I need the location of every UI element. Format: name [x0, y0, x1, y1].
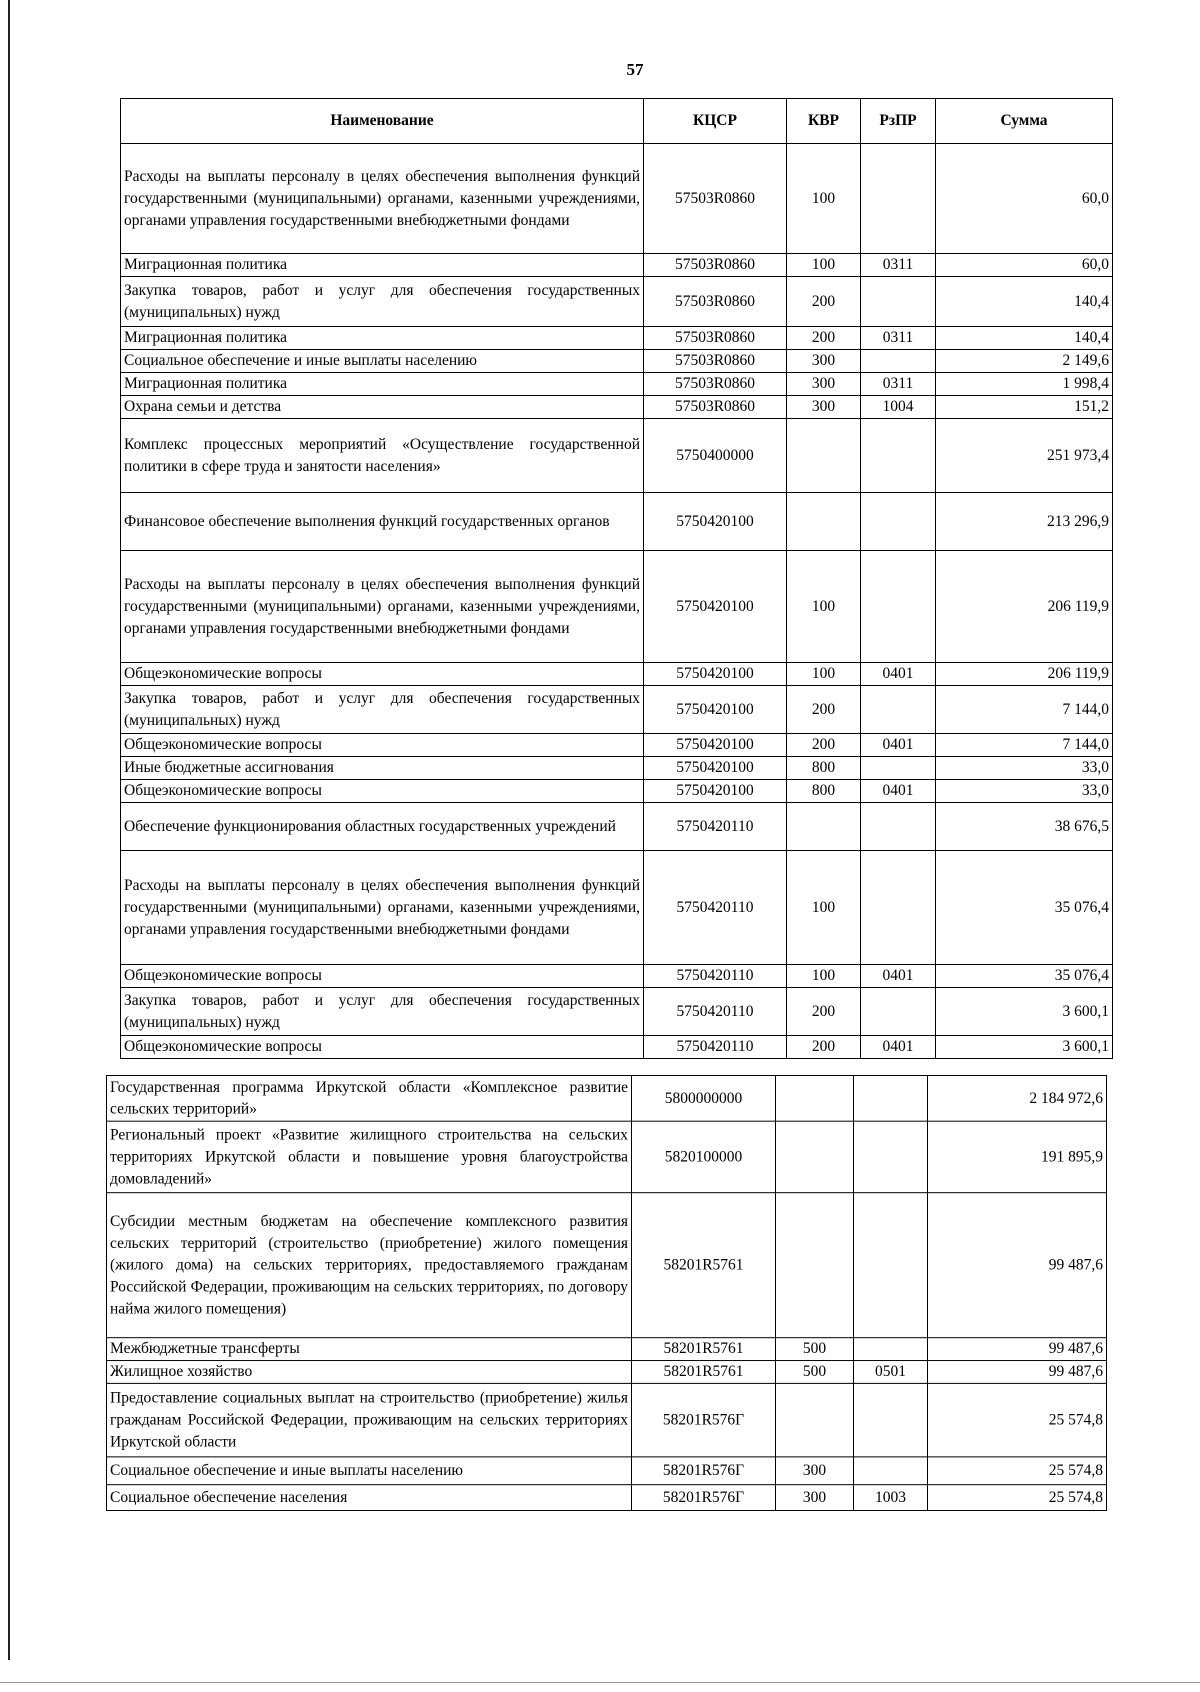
row-name: Общеэкономические вопросы	[121, 780, 644, 803]
row-kvr: 800	[787, 757, 861, 780]
row-kcsr: 5750420110	[644, 965, 787, 988]
row-rzpr	[861, 350, 936, 373]
table-row	[121, 757, 1113, 780]
table-row	[121, 1036, 1113, 1059]
row-kvr: 300	[787, 350, 861, 373]
table-row	[121, 396, 1113, 419]
table-row	[121, 988, 1113, 1036]
table-row	[121, 803, 1113, 851]
row-name: Расходы на выплаты персоналу в целях обеспечения выполнения функций государственными (муниципальными) органами, казенными учреждениями, органами управления государственными внебюджетными фондами	[121, 551, 644, 663]
row-kcsr: 57503R0860	[644, 277, 787, 327]
row-rzpr	[854, 1338, 928, 1361]
row-name: Общеэкономические вопросы	[121, 965, 644, 988]
row-name: Предоставление социальных выплат на строительство (приобретение) жилья гражданам Российской Федерации, проживающим на сельских территориях Иркутской области	[107, 1383, 632, 1456]
row-sum: 140,4	[936, 277, 1113, 327]
row-name: Социальное обеспечение и иные выплаты населению	[107, 1457, 632, 1485]
row-kvr	[787, 419, 861, 493]
row-rzpr	[861, 144, 936, 254]
row-kvr	[787, 493, 861, 551]
table-header-row	[121, 99, 1113, 144]
row-kcsr: 5750400000	[644, 419, 787, 493]
row-rzpr: 0401	[861, 965, 936, 988]
row-rzpr	[861, 493, 936, 551]
row-name: Охрана семьи и детства	[121, 396, 644, 419]
row-sum: 25 574,8	[928, 1383, 1107, 1456]
row-name: Миграционная политика	[121, 254, 644, 277]
table-row	[121, 327, 1113, 350]
row-kvr: 200	[787, 277, 861, 327]
scan-left-edge	[8, 0, 10, 1660]
row-kcsr: 5750420100	[644, 686, 787, 734]
row-kvr: 100	[787, 144, 861, 254]
row-rzpr	[854, 1457, 928, 1485]
row-sum: 60,0	[936, 254, 1113, 277]
row-kcsr: 58201R576Г	[632, 1457, 776, 1485]
row-sum: 33,0	[936, 780, 1113, 803]
row-sum: 7 144,0	[936, 734, 1113, 757]
row-rzpr: 1004	[861, 396, 936, 419]
row-kcsr: 5750420100	[644, 734, 787, 757]
row-kcsr: 57503R0860	[644, 144, 787, 254]
row-rzpr	[854, 1383, 928, 1456]
row-rzpr	[861, 277, 936, 327]
header-sum: Сумма	[936, 99, 1113, 144]
table-row	[121, 851, 1113, 965]
row-sum: 60,0	[936, 144, 1113, 254]
row-sum: 2 184 972,6	[928, 1075, 1107, 1121]
header-kcsr: КЦСР	[644, 99, 787, 144]
row-sum: 251 973,4	[936, 419, 1113, 493]
row-kvr: 100	[787, 254, 861, 277]
row-kcsr: 58201R5761	[632, 1361, 776, 1384]
row-kvr: 100	[787, 851, 861, 965]
row-sum: 99 487,6	[928, 1361, 1107, 1384]
row-name: Комплекс процессных мероприятий «Осуществление государственной политики в сфере труда и занятости населения»	[121, 419, 644, 493]
row-sum: 206 119,9	[936, 663, 1113, 686]
row-rzpr: 0401	[861, 1036, 936, 1059]
header-rzpr: РзПР	[861, 99, 936, 144]
budget-table-lower	[106, 1075, 1107, 1511]
row-kcsr: 58201R5761	[632, 1338, 776, 1361]
row-rzpr	[854, 1193, 928, 1338]
row-rzpr	[861, 551, 936, 663]
row-name: Межбюджетные трансферты	[107, 1338, 632, 1361]
table-row	[121, 277, 1113, 327]
row-rzpr	[861, 803, 936, 851]
row-name: Общеэкономические вопросы	[121, 734, 644, 757]
row-rzpr	[861, 686, 936, 734]
row-kcsr: 5750420110	[644, 1036, 787, 1059]
row-name: Финансовое обеспечение выполнения функций государственных органов	[121, 493, 644, 551]
row-sum: 2 149,6	[936, 350, 1113, 373]
row-name: Социальное обеспечение населения	[107, 1485, 632, 1511]
row-kcsr: 57503R0860	[644, 350, 787, 373]
row-kcsr: 5750420100	[644, 551, 787, 663]
table-row	[107, 1121, 1107, 1193]
table-row	[121, 965, 1113, 988]
row-kvr: 300	[787, 373, 861, 396]
row-kcsr: 5750420100	[644, 663, 787, 686]
row-rzpr: 0311	[861, 373, 936, 396]
scan-bottom-edge	[0, 1682, 1200, 1683]
row-kcsr: 58201R576Г	[632, 1383, 776, 1456]
row-name: Закупка товаров, работ и услуг для обеспечения государственных (муниципальных) нужд	[121, 988, 644, 1036]
table-row	[107, 1338, 1107, 1361]
row-kvr: 100	[787, 551, 861, 663]
row-rzpr: 0501	[854, 1361, 928, 1384]
row-name: Расходы на выплаты персоналу в целях обеспечения выполнения функций государственными (муниципальными) органами, казенными учреждениями, органами управления государственными внебюджетными фондами	[121, 144, 644, 254]
table-row	[121, 419, 1113, 493]
table-row	[121, 493, 1113, 551]
row-rzpr: 0401	[861, 780, 936, 803]
row-sum: 1 998,4	[936, 373, 1113, 396]
row-kcsr: 57503R0860	[644, 327, 787, 350]
row-kcsr: 5750420110	[644, 988, 787, 1036]
table-row	[121, 254, 1113, 277]
row-name: Закупка товаров, работ и услуг для обеспечения государственных (муниципальных) нужд	[121, 277, 644, 327]
row-kcsr: 5750420100	[644, 780, 787, 803]
row-rzpr: 0311	[861, 254, 936, 277]
row-name: Социальное обеспечение и иные выплаты населению	[121, 350, 644, 373]
row-sum: 25 574,8	[928, 1457, 1107, 1485]
row-name: Общеэкономические вопросы	[121, 1036, 644, 1059]
table-row	[121, 780, 1113, 803]
row-rzpr: 1003	[854, 1485, 928, 1511]
table-row	[121, 551, 1113, 663]
row-sum: 3 600,1	[936, 988, 1113, 1036]
header-kvr: КВР	[787, 99, 861, 144]
table-row	[121, 734, 1113, 757]
row-kvr: 300	[776, 1457, 854, 1485]
row-kcsr: 5820100000	[632, 1121, 776, 1193]
row-sum: 99 487,6	[928, 1193, 1107, 1338]
row-kvr: 200	[787, 1036, 861, 1059]
budget-table-upper	[120, 98, 1113, 1059]
row-kcsr: 57503R0860	[644, 254, 787, 277]
table-row	[107, 1383, 1107, 1456]
row-sum: 191 895,9	[928, 1121, 1107, 1193]
row-kvr	[776, 1121, 854, 1193]
table-row	[107, 1361, 1107, 1384]
row-kcsr: 5750420110	[644, 803, 787, 851]
row-name: Субсидии местным бюджетам на обеспечение комплексного развития сельских территорий (строительство (приобретение) жилого помещения (жилого дома) на сельских территориях, предоставляемого гражданам Российской Федерации, проживающим на сельских территориях, по договору найма жилого помещения)	[107, 1193, 632, 1338]
row-name: Обеспечение функционирования областных государственных учреждений	[121, 803, 644, 851]
row-rzpr: 0401	[861, 663, 936, 686]
row-kvr	[776, 1075, 854, 1121]
row-sum: 38 676,5	[936, 803, 1113, 851]
row-kvr: 300	[776, 1485, 854, 1511]
row-kvr: 200	[787, 734, 861, 757]
row-sum: 25 574,8	[928, 1485, 1107, 1511]
row-rzpr	[861, 419, 936, 493]
table-row	[107, 1485, 1107, 1511]
table-row	[121, 144, 1113, 254]
row-rzpr	[854, 1121, 928, 1193]
row-kvr: 500	[776, 1338, 854, 1361]
row-kvr: 300	[787, 396, 861, 419]
row-kvr: 800	[787, 780, 861, 803]
row-kvr	[776, 1383, 854, 1456]
row-sum: 206 119,9	[936, 551, 1113, 663]
table-row	[121, 350, 1113, 373]
row-kcsr: 57503R0860	[644, 396, 787, 419]
row-name: Региональный проект «Развитие жилищного строительства на сельских территориях Иркутской области и повышение уровня благоустройства домовладений»	[107, 1121, 632, 1193]
page-number: 57	[626, 60, 644, 79]
table-row	[107, 1457, 1107, 1485]
header-name: Наименование	[121, 99, 644, 144]
row-name: Общеэкономические вопросы	[121, 663, 644, 686]
row-name: Государственная программа Иркутской области «Комплексное развитие сельских территорий»	[107, 1075, 632, 1121]
row-sum: 7 144,0	[936, 686, 1113, 734]
row-name: Жилищное хозяйство	[107, 1361, 632, 1384]
row-name: Закупка товаров, работ и услуг для обеспечения государственных (муниципальных) нужд	[121, 686, 644, 734]
row-rzpr	[861, 757, 936, 780]
row-name: Миграционная политика	[121, 327, 644, 350]
row-kcsr: 5800000000	[632, 1075, 776, 1121]
table-row	[121, 686, 1113, 734]
row-kcsr: 5750420110	[644, 851, 787, 965]
row-sum: 35 076,4	[936, 965, 1113, 988]
row-kvr: 100	[787, 663, 861, 686]
row-kvr	[776, 1193, 854, 1338]
row-kcsr: 5750420100	[644, 757, 787, 780]
row-sum: 213 296,9	[936, 493, 1113, 551]
row-sum: 151,2	[936, 396, 1113, 419]
row-kcsr: 5750420100	[644, 493, 787, 551]
row-kvr: 200	[787, 327, 861, 350]
row-rzpr: 0401	[861, 734, 936, 757]
row-name: Иные бюджетные ассигнования	[121, 757, 644, 780]
row-kcsr: 57503R0860	[644, 373, 787, 396]
row-rzpr	[861, 851, 936, 965]
table-row	[121, 663, 1113, 686]
table-row	[107, 1193, 1107, 1338]
row-kvr: 200	[787, 686, 861, 734]
row-sum: 99 487,6	[928, 1338, 1107, 1361]
row-kvr: 100	[787, 965, 861, 988]
row-kcsr: 58201R5761	[632, 1193, 776, 1338]
row-sum: 33,0	[936, 757, 1113, 780]
row-sum: 140,4	[936, 327, 1113, 350]
row-kcsr: 58201R576Г	[632, 1485, 776, 1511]
row-rzpr: 0311	[861, 327, 936, 350]
row-name: Расходы на выплаты персоналу в целях обеспечения выполнения функций государственными (муниципальными) органами, казенными учреждениями, органами управления государственными внебюджетными фондами	[121, 851, 644, 965]
table-row	[121, 373, 1113, 396]
table-row	[107, 1075, 1107, 1121]
row-rzpr	[861, 988, 936, 1036]
row-kvr: 500	[776, 1361, 854, 1384]
row-kvr	[787, 803, 861, 851]
row-sum: 35 076,4	[936, 851, 1113, 965]
row-name: Миграционная политика	[121, 373, 644, 396]
row-rzpr	[854, 1075, 928, 1121]
row-kvr: 200	[787, 988, 861, 1036]
row-sum: 3 600,1	[936, 1036, 1113, 1059]
